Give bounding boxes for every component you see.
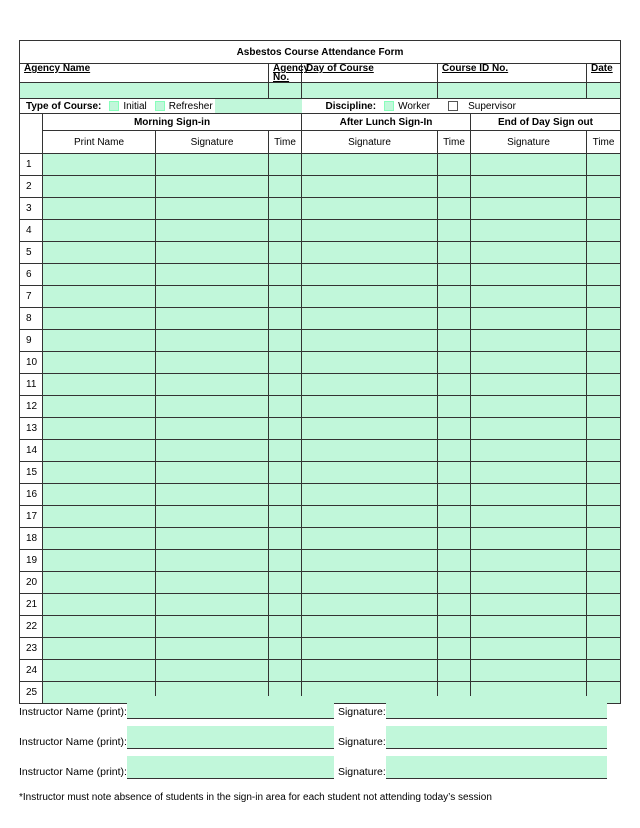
supervisor-checkbox[interactable]: [448, 101, 458, 111]
end-time-field[interactable]: [587, 660, 621, 682]
instructor-signature-label: Signature:: [337, 766, 386, 778]
morning-section-header: Morning Sign-in: [43, 114, 302, 131]
date-label: Date: [587, 64, 621, 83]
instructor-name-field[interactable]: [127, 726, 334, 749]
print-name-field[interactable]: [43, 352, 156, 374]
morning-time-field[interactable]: [269, 418, 302, 440]
morning-signature-field[interactable]: [156, 198, 269, 220]
table-row: [20, 220, 621, 242]
row-number: 21: [20, 594, 43, 616]
print-name-field[interactable]: [43, 440, 156, 462]
lunch-time-field[interactable]: [438, 616, 471, 638]
end-time-field[interactable]: [587, 484, 621, 506]
print-name-field[interactable]: [43, 286, 156, 308]
morning-signature-field[interactable]: [156, 638, 269, 660]
instructor-row-3: [19, 756, 607, 779]
morning-signature-field[interactable]: [156, 440, 269, 462]
morning-time-field[interactable]: [269, 484, 302, 506]
row-number-header: [20, 114, 43, 154]
end-signature-field[interactable]: [471, 396, 587, 418]
lunch-time-field[interactable]: [438, 528, 471, 550]
morning-signature-field[interactable]: [156, 550, 269, 572]
morning-time-field[interactable]: [269, 594, 302, 616]
lunch-signature-field[interactable]: [302, 440, 438, 462]
morning-signature-column-header: Signature: [156, 131, 269, 154]
lunch-time-field[interactable]: [438, 594, 471, 616]
morning-time-field[interactable]: [269, 242, 302, 264]
row-number: 3: [20, 198, 43, 220]
morning-signature-field[interactable]: [156, 484, 269, 506]
after-lunch-section-header: After Lunch Sign-In: [302, 114, 471, 131]
end-time-field[interactable]: [587, 154, 621, 176]
instructor-row-1: [19, 696, 607, 719]
lunch-signature-field[interactable]: [302, 154, 438, 176]
print-name-column-header: Print Name: [43, 131, 156, 154]
morning-time-field[interactable]: [269, 308, 302, 330]
date-field[interactable]: [587, 83, 621, 99]
end-signature-field[interactable]: [471, 308, 587, 330]
morning-time-field[interactable]: [269, 572, 302, 594]
row-number: 9: [20, 330, 43, 352]
morning-time-field[interactable]: [269, 176, 302, 198]
lunch-time-field[interactable]: [438, 396, 471, 418]
end-signature-field[interactable]: [471, 660, 587, 682]
end-time-field[interactable]: [587, 528, 621, 550]
lunch-signature-field[interactable]: [302, 660, 438, 682]
morning-time-field[interactable]: [269, 616, 302, 638]
table-row: [20, 462, 621, 484]
table-row: [20, 198, 621, 220]
agency-no-field[interactable]: [269, 83, 302, 99]
lunch-signature-field[interactable]: [302, 594, 438, 616]
lunch-signature-field[interactable]: [302, 638, 438, 660]
discipline-label: Discipline:: [325, 100, 377, 112]
morning-time-field[interactable]: [269, 660, 302, 682]
row-number: 16: [20, 484, 43, 506]
end-signature-field[interactable]: [471, 638, 587, 660]
print-name-field[interactable]: [43, 462, 156, 484]
lunch-time-field[interactable]: [438, 198, 471, 220]
table-row: [20, 396, 621, 418]
print-name-field[interactable]: [43, 550, 156, 572]
end-time-field[interactable]: [587, 462, 621, 484]
table-row: [20, 286, 621, 308]
end-signature-field[interactable]: [471, 374, 587, 396]
table-row: [20, 638, 621, 660]
end-time-field[interactable]: [587, 286, 621, 308]
table-row: [20, 484, 621, 506]
type-of-course-label: Type of Course:: [26, 100, 102, 112]
morning-signature-field[interactable]: [156, 572, 269, 594]
table-row: [20, 352, 621, 374]
table-row: [20, 176, 621, 198]
instructor-name-label: Instructor Name (print):: [19, 736, 127, 748]
end-signature-field[interactable]: [471, 418, 587, 440]
end-signature-field[interactable]: [471, 154, 587, 176]
lunch-signature-field[interactable]: [302, 396, 438, 418]
morning-signature-field[interactable]: [156, 374, 269, 396]
lunch-time-field[interactable]: [438, 462, 471, 484]
morning-signature-field[interactable]: [156, 308, 269, 330]
print-name-field[interactable]: [43, 308, 156, 330]
print-name-field[interactable]: [43, 572, 156, 594]
row-number: 13: [20, 418, 43, 440]
morning-signature-field[interactable]: [156, 330, 269, 352]
morning-signature-field[interactable]: [156, 286, 269, 308]
end-time-field[interactable]: [587, 396, 621, 418]
end-time-field[interactable]: [587, 638, 621, 660]
day-of-course-label: Day of Course: [302, 64, 438, 83]
lunch-time-field[interactable]: [438, 484, 471, 506]
lunch-time-field[interactable]: [438, 572, 471, 594]
morning-time-field[interactable]: [269, 528, 302, 550]
lunch-signature-field[interactable]: [302, 198, 438, 220]
lunch-signature-field[interactable]: [302, 462, 438, 484]
initial-option-label: Initial: [123, 100, 147, 112]
end-time-field[interactable]: [587, 616, 621, 638]
instructor-signature-field[interactable]: [386, 756, 607, 779]
agency-no-label: Agency No.: [269, 64, 302, 83]
lunch-time-field[interactable]: [438, 330, 471, 352]
table-row: [20, 660, 621, 682]
morning-time-field[interactable]: [269, 264, 302, 286]
initial-checkbox[interactable]: [109, 101, 119, 111]
lunch-signature-field[interactable]: [302, 484, 438, 506]
lunch-signature-field[interactable]: [302, 550, 438, 572]
agency-name-label: Agency Name: [20, 64, 269, 83]
end-time-field[interactable]: [587, 220, 621, 242]
table-row: [20, 572, 621, 594]
lunch-time-column-header: Time: [438, 131, 471, 154]
lunch-time-field[interactable]: [438, 440, 471, 462]
morning-signature-field[interactable]: [156, 154, 269, 176]
supervisor-option-label: Supervisor: [468, 100, 516, 112]
morning-time-field[interactable]: [269, 550, 302, 572]
discipline-cell: [302, 99, 621, 114]
row-number: 25: [20, 682, 43, 704]
row-number: 22: [20, 616, 43, 638]
lunch-signature-field[interactable]: [302, 506, 438, 528]
print-name-field[interactable]: [43, 638, 156, 660]
end-time-field[interactable]: [587, 374, 621, 396]
lunch-time-field[interactable]: [438, 308, 471, 330]
worker-option-label: Worker: [398, 100, 431, 112]
end-time-field[interactable]: [587, 352, 621, 374]
lunch-time-field[interactable]: [438, 374, 471, 396]
instructor-signature-field[interactable]: [386, 696, 607, 719]
agency-name-field[interactable]: [20, 83, 269, 99]
end-signature-field[interactable]: [471, 484, 587, 506]
end-signature-field[interactable]: [471, 550, 587, 572]
morning-signature-field[interactable]: [156, 352, 269, 374]
morning-signature-field[interactable]: [156, 220, 269, 242]
end-time-field[interactable]: [587, 198, 621, 220]
end-signature-column-header: Signature: [471, 131, 587, 154]
row-number: 24: [20, 660, 43, 682]
table-row: [20, 242, 621, 264]
attendance-rows: [20, 154, 621, 704]
instructor-name-label: Instructor Name (print):: [19, 706, 127, 718]
morning-signature-field[interactable]: [156, 242, 269, 264]
morning-time-field[interactable]: [269, 330, 302, 352]
morning-signature-field[interactable]: [156, 396, 269, 418]
lunch-time-field[interactable]: [438, 352, 471, 374]
table-row: [20, 616, 621, 638]
row-number: 20: [20, 572, 43, 594]
row-number: 15: [20, 462, 43, 484]
morning-signature-field[interactable]: [156, 418, 269, 440]
end-signature-field[interactable]: [471, 440, 587, 462]
end-signature-field[interactable]: [471, 220, 587, 242]
end-signature-field[interactable]: [471, 264, 587, 286]
lunch-signature-field[interactable]: [302, 616, 438, 638]
end-time-field[interactable]: [587, 308, 621, 330]
row-number: 23: [20, 638, 43, 660]
lunch-signature-field[interactable]: [302, 220, 438, 242]
lunch-time-field[interactable]: [438, 154, 471, 176]
lunch-time-field[interactable]: [438, 176, 471, 198]
print-name-field[interactable]: [43, 154, 156, 176]
end-signature-field[interactable]: [471, 330, 587, 352]
morning-time-field[interactable]: [269, 352, 302, 374]
day-of-course-field[interactable]: [302, 83, 438, 99]
row-number: 6: [20, 264, 43, 286]
morning-time-field[interactable]: [269, 462, 302, 484]
row-number: 12: [20, 396, 43, 418]
print-name-field[interactable]: [43, 374, 156, 396]
type-of-course-cell: [20, 99, 302, 114]
lunch-signature-field[interactable]: [302, 242, 438, 264]
instructor-name-field[interactable]: [127, 696, 334, 719]
row-number: 14: [20, 440, 43, 462]
end-time-field[interactable]: [587, 594, 621, 616]
lunch-signature-field[interactable]: [302, 572, 438, 594]
lunch-signature-field[interactable]: [302, 352, 438, 374]
end-signature-field[interactable]: [471, 198, 587, 220]
lunch-signature-field[interactable]: [302, 528, 438, 550]
print-name-field[interactable]: [43, 264, 156, 286]
table-row: [20, 506, 621, 528]
row-number: 18: [20, 528, 43, 550]
end-signature-field[interactable]: [471, 352, 587, 374]
footnote: *Instructor must note absence of students in the sign-in area for each student not attending today’s session: [19, 792, 492, 803]
end-signature-field[interactable]: [471, 462, 587, 484]
print-name-field[interactable]: [43, 660, 156, 682]
end-signature-field[interactable]: [471, 176, 587, 198]
row-number: 17: [20, 506, 43, 528]
table-row: [20, 550, 621, 572]
morning-time-field[interactable]: [269, 440, 302, 462]
print-name-field[interactable]: [43, 484, 156, 506]
lunch-time-field[interactable]: [438, 418, 471, 440]
instructor-name-label: Instructor Name (print):: [19, 766, 127, 778]
table-row: [20, 330, 621, 352]
instructor-signature-label: Signature:: [337, 736, 386, 748]
end-signature-field[interactable]: [471, 616, 587, 638]
lunch-time-field[interactable]: [438, 220, 471, 242]
row-number: 4: [20, 220, 43, 242]
row-number: 19: [20, 550, 43, 572]
instructor-signature-field[interactable]: [386, 726, 607, 749]
morning-time-field[interactable]: [269, 198, 302, 220]
end-signature-field[interactable]: [471, 594, 587, 616]
end-time-field[interactable]: [587, 264, 621, 286]
morning-time-field[interactable]: [269, 154, 302, 176]
lunch-time-field[interactable]: [438, 264, 471, 286]
form-title: Asbestos Course Attendance Form: [20, 41, 621, 64]
end-time-field[interactable]: [587, 440, 621, 462]
worker-checkbox[interactable]: [384, 101, 394, 111]
lunch-time-field[interactable]: [438, 638, 471, 660]
table-row: [20, 154, 621, 176]
end-time-field[interactable]: [587, 506, 621, 528]
lunch-signature-field[interactable]: [302, 308, 438, 330]
table-row: [20, 528, 621, 550]
morning-time-column-header: Time: [269, 131, 302, 154]
end-signature-field[interactable]: [471, 286, 587, 308]
lunch-time-field[interactable]: [438, 286, 471, 308]
morning-time-field[interactable]: [269, 220, 302, 242]
lunch-signature-column-header: Signature: [302, 131, 438, 154]
table-row: [20, 264, 621, 286]
end-time-field[interactable]: [587, 242, 621, 264]
instructor-row-2: [19, 726, 607, 749]
lunch-signature-field[interactable]: [302, 374, 438, 396]
morning-signature-field[interactable]: [156, 616, 269, 638]
row-number: 11: [20, 374, 43, 396]
morning-time-field[interactable]: [269, 396, 302, 418]
attendance-form: [19, 40, 620, 704]
end-signature-field[interactable]: [471, 572, 587, 594]
row-number: 7: [20, 286, 43, 308]
course-id-label: Course ID No.: [438, 64, 587, 83]
print-name-field[interactable]: [43, 616, 156, 638]
morning-time-field[interactable]: [269, 374, 302, 396]
end-signature-field[interactable]: [471, 528, 587, 550]
table-row: [20, 418, 621, 440]
morning-signature-field[interactable]: [156, 506, 269, 528]
table-row: [20, 374, 621, 396]
end-signature-field[interactable]: [471, 506, 587, 528]
morning-time-field[interactable]: [269, 506, 302, 528]
refresher-option-label: Refresher: [168, 100, 213, 112]
end-of-day-section-header: End of Day Sign out: [471, 114, 621, 131]
print-name-field[interactable]: [43, 242, 156, 264]
table-row: [20, 308, 621, 330]
type-of-course-field[interactable]: [215, 99, 302, 113]
instructor-signature-label: Signature:: [337, 706, 386, 718]
table-row: [20, 440, 621, 462]
morning-signature-field[interactable]: [156, 264, 269, 286]
morning-time-field[interactable]: [269, 638, 302, 660]
print-name-field[interactable]: [43, 176, 156, 198]
print-name-field[interactable]: [43, 330, 156, 352]
instructor-name-field[interactable]: [127, 756, 334, 779]
row-number: 1: [20, 154, 43, 176]
end-time-field[interactable]: [587, 418, 621, 440]
morning-signature-field[interactable]: [156, 528, 269, 550]
row-number: 2: [20, 176, 43, 198]
lunch-signature-field[interactable]: [302, 418, 438, 440]
print-name-field[interactable]: [43, 198, 156, 220]
morning-signature-field[interactable]: [156, 660, 269, 682]
lunch-signature-field[interactable]: [302, 330, 438, 352]
print-name-field[interactable]: [43, 506, 156, 528]
end-time-column-header: Time: [587, 131, 621, 154]
end-time-field[interactable]: [587, 550, 621, 572]
lunch-time-field[interactable]: [438, 660, 471, 682]
form-grid: [19, 40, 621, 704]
print-name-field[interactable]: [43, 594, 156, 616]
course-id-field[interactable]: [438, 83, 587, 99]
print-name-field[interactable]: [43, 418, 156, 440]
row-number: 5: [20, 242, 43, 264]
print-name-field[interactable]: [43, 396, 156, 418]
end-signature-field[interactable]: [471, 242, 587, 264]
print-name-field[interactable]: [43, 220, 156, 242]
lunch-signature-field[interactable]: [302, 176, 438, 198]
row-number: 10: [20, 352, 43, 374]
lunch-time-field[interactable]: [438, 550, 471, 572]
row-number: 8: [20, 308, 43, 330]
lunch-signature-field[interactable]: [302, 286, 438, 308]
lunch-signature-field[interactable]: [302, 264, 438, 286]
end-time-field[interactable]: [587, 330, 621, 352]
morning-signature-field[interactable]: [156, 594, 269, 616]
end-time-field[interactable]: [587, 572, 621, 594]
refresher-checkbox[interactable]: [155, 101, 165, 111]
lunch-time-field[interactable]: [438, 242, 471, 264]
table-row: [20, 594, 621, 616]
morning-signature-field[interactable]: [156, 462, 269, 484]
print-name-field[interactable]: [43, 528, 156, 550]
end-time-field[interactable]: [587, 176, 621, 198]
lunch-time-field[interactable]: [438, 506, 471, 528]
morning-time-field[interactable]: [269, 286, 302, 308]
morning-signature-field[interactable]: [156, 176, 269, 198]
